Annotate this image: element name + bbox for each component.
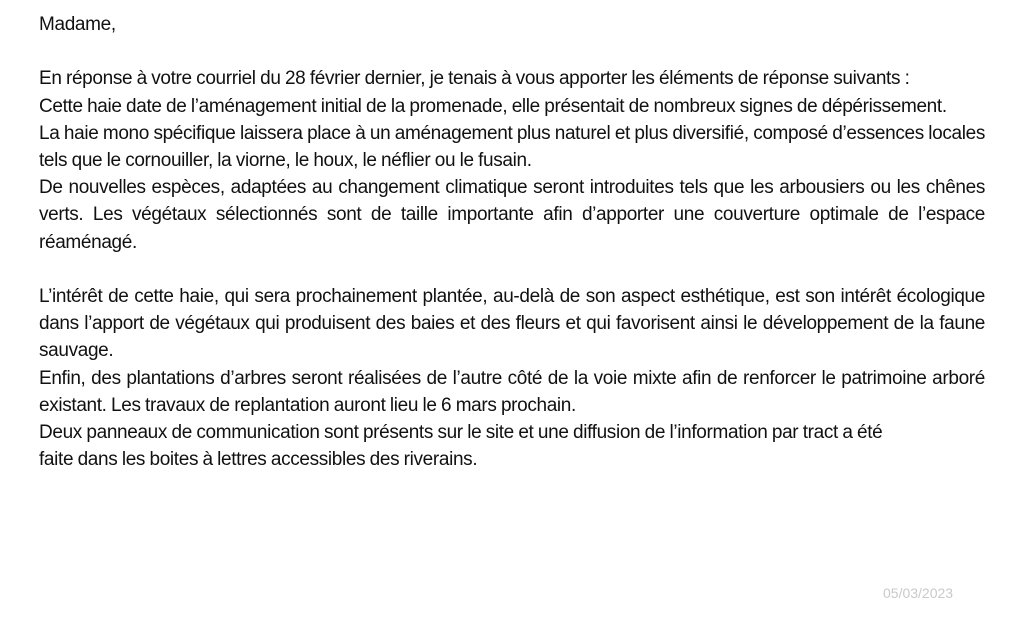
paragraph-hedge-origin: Cette haie date de l’aménagement initial de la promenade, elle présentait de nombreux signes de dépérissement. (39, 95, 947, 117)
paragraph-communication-line2: faite dans les boites à lettres accessibles des riverains. (39, 449, 478, 471)
paragraph-communication-line1: Deux panneaux de communication sont présents sur le site et une diffusion de l’information par tract a été (39, 422, 883, 444)
paragraph-ecological-interest: L’intérêt de cette haie, qui sera prochainement plantée, au-delà de son aspect esthétique, est son intérêt écologique dans l’apport de végétaux qui produisent des baies et des fleurs et qui favorisent ainsi le développement de la faune sauvage. (39, 286, 985, 362)
paragraph-spacer (39, 256, 985, 283)
paragraph-new-species: De nouvelles espèces, adaptées au changement climatique seront introduites tels que les arbousiers ou les chênes verts. Les végétaux sélectionnés sont de taille importante afin d’apporter une couverture optimale de l’espace réaménagé. (39, 177, 985, 253)
intro-paragraph: En réponse à votre courriel du 28 février dernier, je tenais à vous apporter les éléments de réponse suivants : (39, 68, 910, 90)
paragraph-tree-plantations: Enfin, des plantations d’arbres seront réalisées de l’autre côté de la voie mixte afin de renforcer le patrimoine arboré existant. Les travaux de replantation auront lieu le 6 mars prochain. (39, 367, 985, 416)
paragraph-spacer (39, 38, 985, 65)
paragraph-new-planting: La haie mono spécifique laissera place à un aménagement plus naturel et plus diversifié, composé d’essences locales tels que le cornouiller, la viorne, le houx, le néflier ou le fusain. (39, 122, 985, 171)
document-date: 05/03/2023 (883, 585, 954, 601)
letter-body (39, 11, 985, 473)
salutation: Madame, (39, 14, 116, 35)
